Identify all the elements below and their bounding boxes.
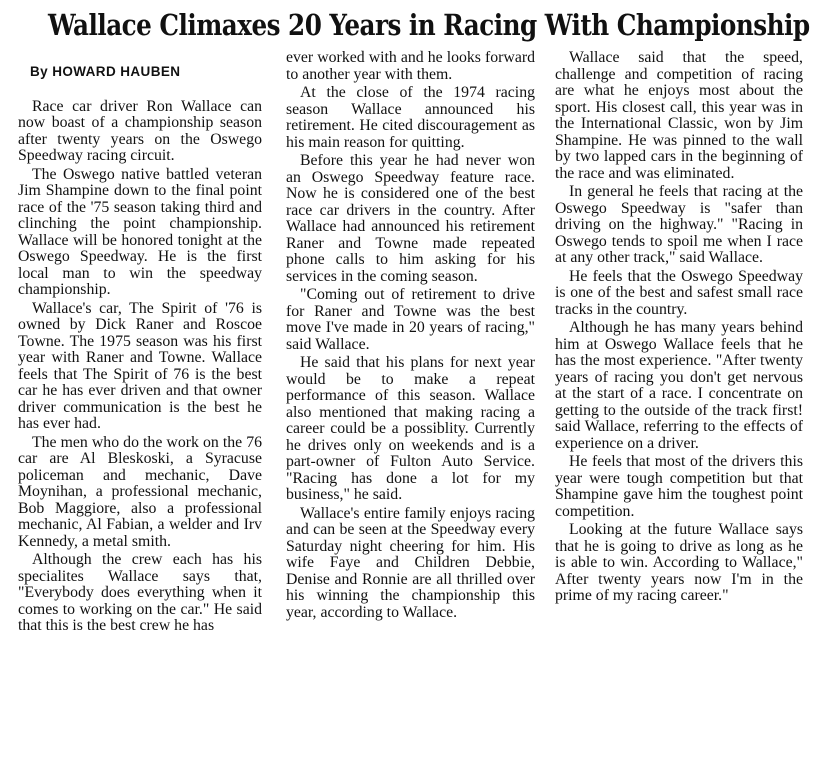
- paragraph: Although he has many years behind him at Oswego Wallace feels that he has the most experience. "After twenty years of racing you don't get nervous at the start of a race. I concentrate on getting to the outside of the track first! said Wallace, referring to the effects of experience on a driver.: [555, 319, 803, 452]
- paragraph: Wallace said that the speed, challenge and competition of racing are what he enjoys most about the sport. His closest call, this year was in the International Classic, won by Jim Shampine. He was pinned to the wall by two lapped cars in the beginning of the race and was eliminated.: [555, 49, 803, 182]
- paragraph: Looking at the future Wallace says that he is going to drive as long as he is able to win. According to Wallace," After twenty years now I'm in the prime of my racing career.": [555, 521, 803, 604]
- paragraph-continued: ever worked with and he looks forward to another year with them.: [286, 49, 535, 83]
- paragraph: Although the crew each has his specialites Wallace says that, "Everybody does everything when it comes to working on the car." He said that this is the best crew he has: [18, 551, 262, 634]
- headline: Wallace Climaxes 20 Years in Racing With Championship: [48, 8, 810, 42]
- paragraph: At the close of the 1974 racing season Wallace announced his retirement. He cited discouragement as his main reason for quitting.: [286, 84, 535, 151]
- paragraph: "Coming out of retirement to drive for Raner and Towne was the best move I've made in 20 years of racing," said Wallace.: [286, 286, 535, 353]
- paragraph: The men who do the work on the 76 car are Al Bleskoski, a Syracuse policeman and mechanic, Dave Moynihan, a professional mechanic, Bob Maggiore, also a professional mechanic, Al Fabian, a welder and Irv Kennedy, a metal smith.: [18, 433, 262, 550]
- paragraph: He said that his plans for next year would be to make a repeat performance of this season. Wallace also mentioned that making racing a career could be a possiblity. Currently he drives only on weekends and is a part-owner of Fulton Auto Service. "Racing has done a lot for my business," he said.: [286, 354, 535, 503]
- column-2: [286, 50, 535, 623]
- paragraph: Wallace's car, The Spirit of '76 is owned by Dick Raner and Roscoe Towne. The 1975 season was his first year with Raner and Towne. Wallace feels that The Spirit of 76 is the best car he has ever driven and that owner driver communication is the best he has ever had.: [18, 299, 262, 432]
- paragraph: In general he feels that racing at the Oswego Speedway is "safer than driving on the highway." "Racing in Oswego tends to spoil me when I race at any other track," said Wallace.: [555, 183, 803, 266]
- paragraph: Before this year he had never won an Oswego Speedway feature race. Now he is considered one of the best race car drivers in the country. After Wallace had announced his retirement Raner and Towne made repeated phone calls to him asking for his services in the coming season.: [286, 152, 535, 285]
- paragraph: The Oswego native battled veteran Jim Shampine down to the final point race of the '75 season taking third and clinching the point championship. Wallace will be honored tonight at the Oswego Speedway. He is the first local man to win the speedway championship.: [18, 165, 262, 298]
- byline: By HOWARD HAUBEN: [30, 64, 181, 79]
- paragraph: Race car driver Ron Wallace can now boast of a championship season after twenty years on the Oswego Speedway racing circuit.: [18, 97, 262, 164]
- paragraph: Wallace's entire family enjoys racing and can be seen at the Speedway every Saturday night cheering for him. His wife Faye and Children Debbie, Denise and Ronnie are all thrilled over his winning the championship this year, according to Wallace.: [286, 504, 535, 621]
- paragraph: He feels that the Oswego Speedway is one of the best and safest small race tracks in the country.: [555, 267, 803, 318]
- paragraph: He feels that most of the drivers this year were tough competition but that Shampine gave him the toughest point competition.: [555, 453, 803, 520]
- column-3: [555, 50, 803, 607]
- column-1: [18, 64, 262, 637]
